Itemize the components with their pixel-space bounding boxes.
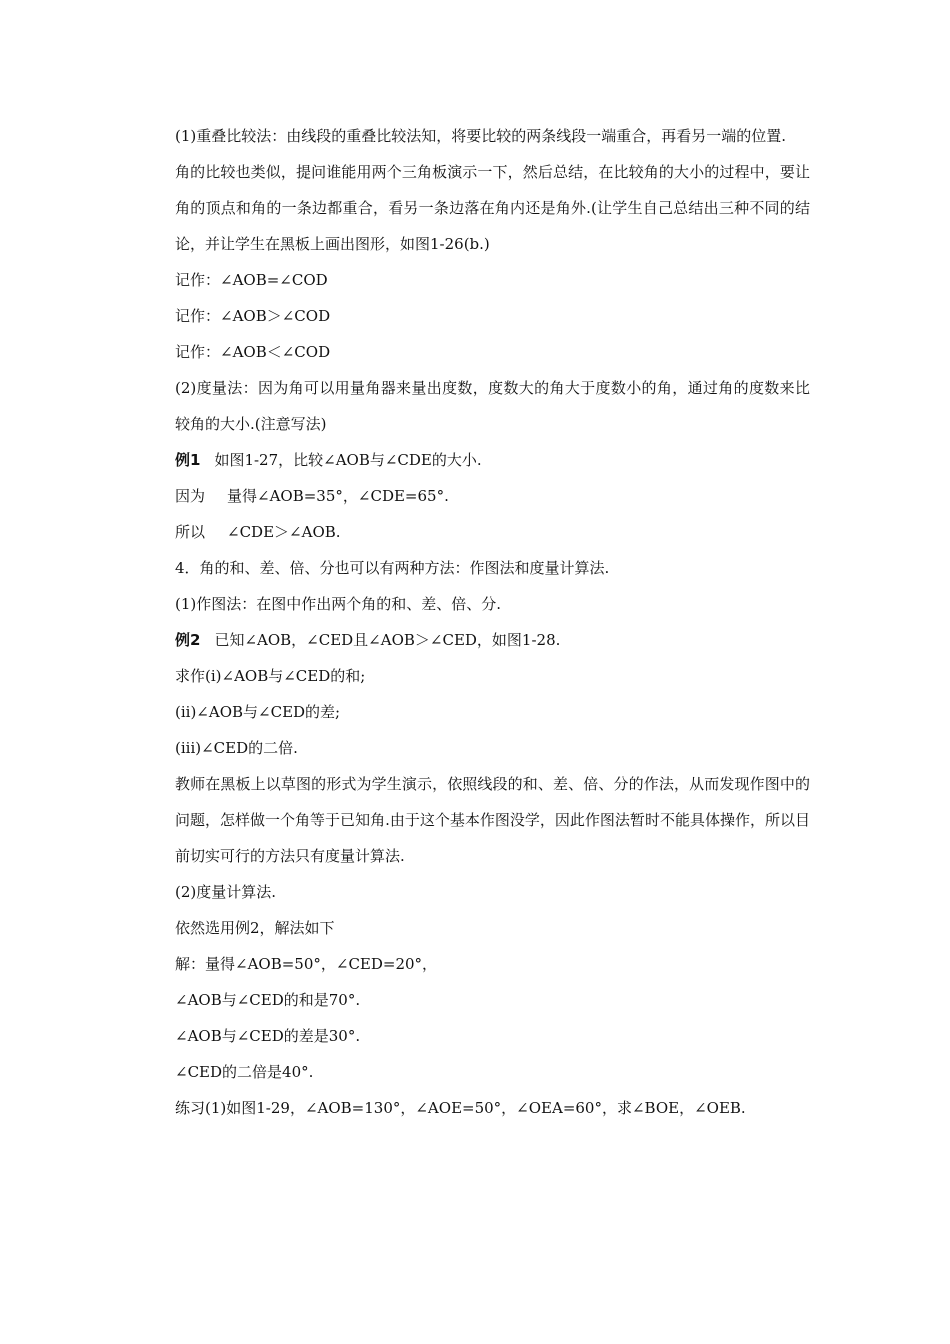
task-iii: (iii)∠CED的二倍. [175,739,298,757]
so-text: ∠CDE＞∠AOB. [227,523,341,541]
example-2-text: 已知∠AOB，∠CED且∠AOB＞∠CED，如图1-28. [214,631,561,649]
task-i: 求作(i)∠AOB与∠CED的和; [175,667,366,685]
because-line [145,478,810,514]
example-2 [145,622,810,658]
document-body [145,118,810,1126]
example-1-text: 如图1-27，比较∠AOB与∠CDE的大小. [214,451,482,469]
paragraph-angle-comparison: 角的比较也类似，提问谁能用两个三角板演示一下，然后总结，在比较角的大小的过程中，要让角的顶点和角的一条边都重合，看另一条边落在角内还是角外.(让学生自己总结出三种不同的结论，并让学生在黑板上画出图形，如图1-26(b.) [175,163,810,253]
section-4-heading: 4．角的和、差、倍、分也可以有两种方法：作图法和度量计算法. [175,559,610,577]
so-label: 所以 [175,523,206,541]
solution-difference: ∠AOB与∠CED的差是30°. [175,1027,361,1045]
measure-calc-heading: (2)度量计算法. [175,883,277,901]
task-ii: (ii)∠AOB与∠CED的差; [175,703,341,721]
paragraph-overlap-method: (1)重叠比较法：由线段的重叠比较法知，将要比较的两条线段一端重合，再看另一端的位置. [175,127,787,145]
notation-less: 记作：∠AOB＜∠COD [175,343,331,361]
solution-double: ∠CED的二倍是40°. [175,1063,314,1081]
paragraph-teacher-demo: 教师在黑板上以草图的形式为学生演示，依照线段的和、差、倍、分的作法，从而发现作图中的问题，怎样做一个角等于已知角.由于这个基本作图没学，因此作图法暂时不能具体操作，所以目前切实可行的方法只有度量计算法. [175,775,810,865]
construction-method: (1)作图法：在图中作出两个角的和、差、倍、分. [175,595,502,613]
so-line [145,514,810,550]
notation-equal: 记作：∠AOB=∠COD [175,271,328,289]
paragraph-measure-method: (2)度量法：因为角可以用量角器来量出度数，度数大的角大于度数小的角，通过角的度数来比较角的大小.(注意写法) [175,379,810,433]
because-text: 量得∠AOB=35°，∠CDE=65°. [227,487,449,505]
notation-greater: 记作：∠AOB＞∠COD [175,307,331,325]
because-label: 因为 [175,487,206,505]
exercise-1: 练习(1)如图1-29，∠AOB=130°，∠AOE=50°，∠OEA=60°，求∠BOE，∠OEB. [175,1099,746,1117]
solution-sum: ∠AOB与∠CED的和是70°. [175,991,361,1009]
solution-intro: 依然选用例2，解法如下 [175,919,335,937]
example-1 [145,442,810,478]
example-1-label: 例1 [175,451,201,469]
example-2-label: 例2 [175,631,201,649]
solution-measure: 解：量得∠AOB=50°，∠CED=20°， [175,955,438,973]
